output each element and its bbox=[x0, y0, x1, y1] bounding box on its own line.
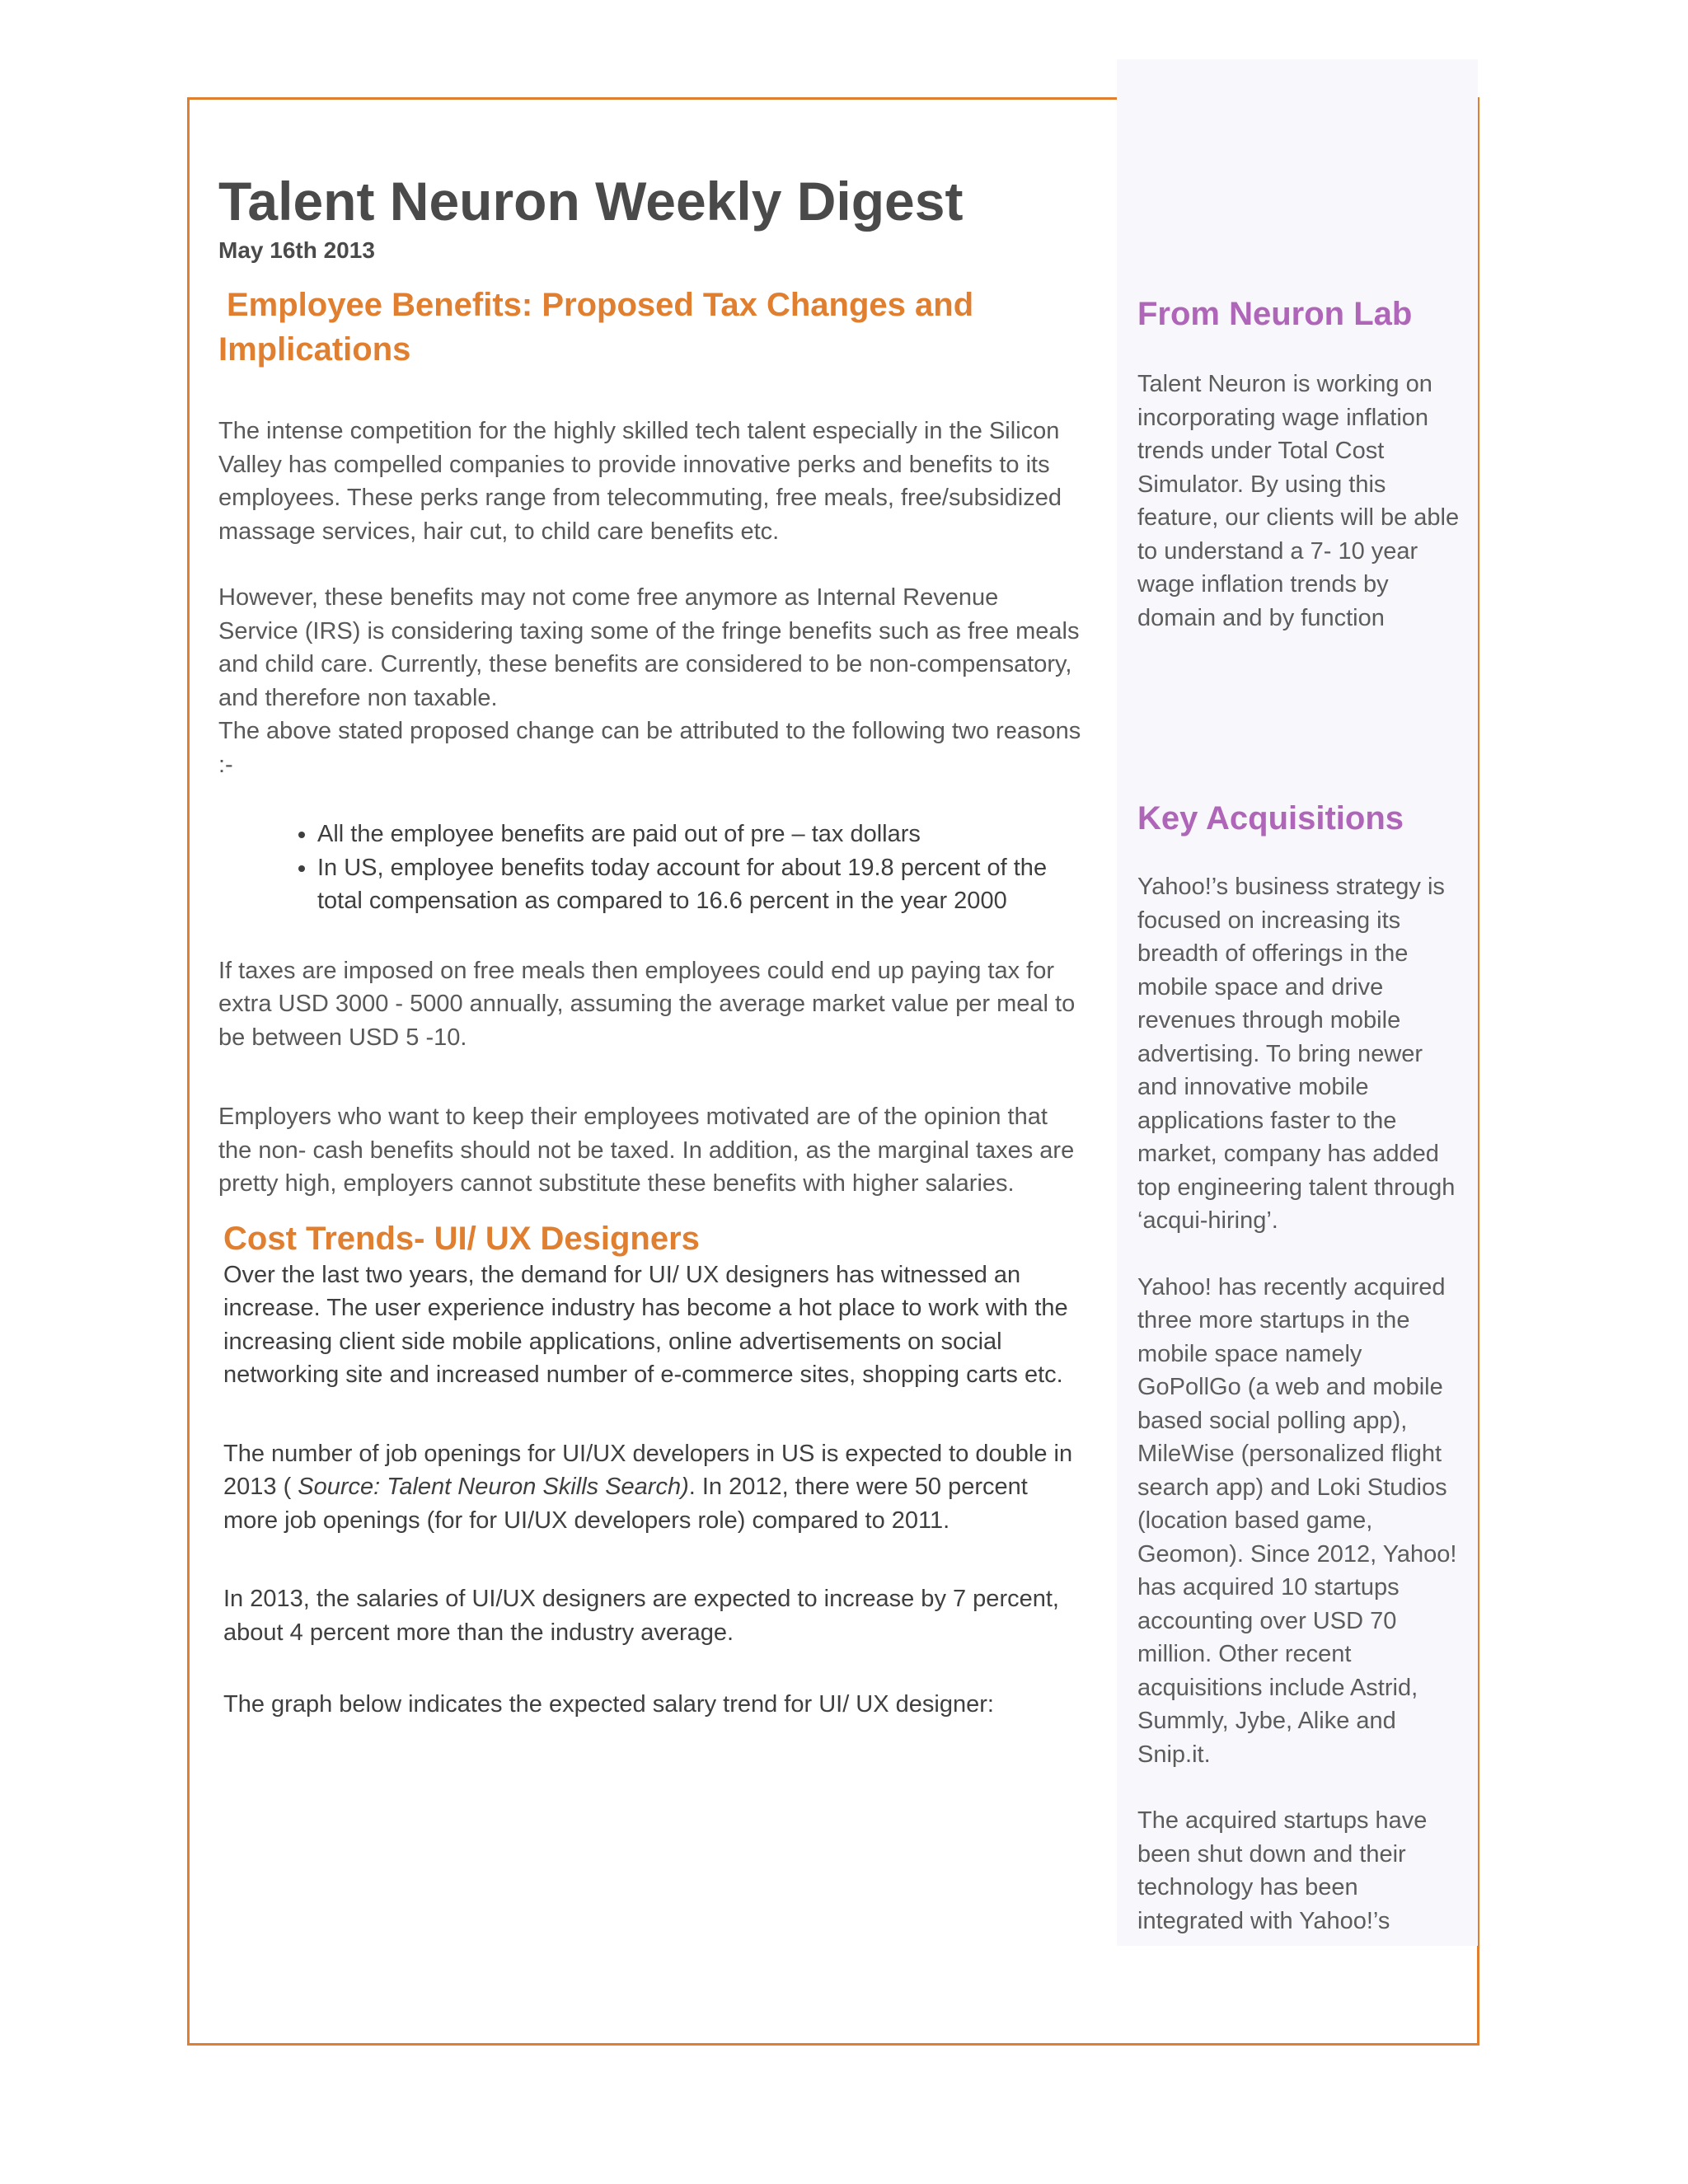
text-span: The number of job openings for UI/UX developers in US is expected to double in 2013 ( bbox=[223, 1440, 1073, 1500]
source-citation: Source: Talent Neuron Skills Search) bbox=[298, 1474, 689, 1500]
sidebar-acq-paragraph-3: The acquired startups have been shut down and their technology has been integrated with Yahoo!’s bbox=[1137, 1807, 1428, 1934]
article2-paragraph-4: The graph below indicates the expected salary trend for UI/ UX designer: bbox=[223, 1691, 994, 1718]
sidebar-acq-paragraph-2: Yahoo! has recently acquired three more startups in the mobile space namely GoPollGo (a web and mobile based social polling app), MileWise (personalized flight search app) and Loki Studios (location based game, Geomon). Since 2012, Yahoo! has acquired 10 startups accounting over USD 70 million. Other recent acquisitions include Astrid, Summly, Jybe, Alike and Snip.it. bbox=[1137, 1273, 1457, 1768]
list-item: • All the employee benefits are paid out of pre – tax dollars bbox=[317, 818, 1084, 851]
sidebar-acq-paragraph-1: Yahoo!’s business strategy is focused on increasing its breadth of offerings in the mobile space and drive revenues through mobile advertising. To bring newer and innovative mobile applications faster to the market, company has added top engineering talent through ‘acqui-hiring’. bbox=[1137, 874, 1456, 1234]
benefits-bullet-list bbox=[218, 818, 1084, 918]
sidebar-neuron-lab bbox=[1137, 293, 1467, 635]
article1-paragraph-3: The above stated proposed change can be attributed to the following two reasons :- bbox=[218, 718, 1081, 778]
page-title: Talent Neuron Weekly Digest bbox=[218, 171, 964, 232]
sidebar-heading-key-acquisitions: Key Acquisitions bbox=[1137, 800, 1404, 837]
list-item: • In US, employee benefits today account for about 19.8 percent of the total compensation as compared to 16.6 percent in the year 2000 bbox=[317, 851, 1084, 918]
article1-paragraph-1: The intense competition for the highly skilled tech talent especially in the Silicon Valley has compelled companies to provide innovative perks and benefits to its employees. These perks range from telecommuting, free meals, free/subsidized massage services, hair cut, to child care benefits etc. bbox=[218, 418, 1062, 545]
article2-paragraph-1: Over the last two years, the demand for UI/ UX designers has witnessed an increase. The user experience industry has become a hot place to work with the increasing client side mobile applications, online advertisements on social networking site and increased number of e-commerce sites, shopping carts etc. bbox=[223, 1261, 1068, 1388]
main-column bbox=[218, 169, 1084, 1722]
sidebar-heading-neuron-lab: From Neuron Lab bbox=[1137, 296, 1413, 332]
article1-paragraph-5: Employers who want to keep their employees motivated are of the opinion that the non- cash benefits should not be taxed. In addition, as the marginal taxes are pretty high, employers cannot substitute these benefits with higher salaries. bbox=[218, 1104, 1075, 1197]
article-heading-benefits bbox=[218, 283, 1084, 372]
article-cost-trends bbox=[218, 1219, 1084, 1722]
article1-paragraph-4: If taxes are imposed on free meals then employees could end up paying tax for extra USD 3000 - 5000 annually, assuming the average market value per meal to be between USD 5 -10. bbox=[218, 957, 1076, 1051]
sidebar-lab-text: Talent Neuron is working on incorporating wage inflation trends under Total Cost Simulator. By using this feature, our clients will be able to understand a 7- 10 year wage inflation trends by domain and by function bbox=[1137, 371, 1460, 631]
issue-date: May 16th 2013 bbox=[218, 237, 375, 263]
article2-paragraph-3: In 2013, the salaries of UI/UX designers are expected to increase by 7 percent, about 4 percent more than the industry average. bbox=[223, 1586, 1059, 1646]
article-heading-cost-trends: Cost Trends- UI/ UX Designers bbox=[223, 1220, 700, 1257]
sidebar-key-acquisitions bbox=[1137, 798, 1467, 1938]
article2-paragraph-2 bbox=[223, 1437, 1084, 1538]
article1-paragraph-2: However, these benefits may not come free anymore as Internal Revenue Service (IRS) is considering taxing some of the fringe benefits such as free meals and child care. Currently, these benefits are considered to be non-compensatory, and therefore non taxable. bbox=[218, 584, 1080, 711]
text-span: . In 2012, there were 50 percent more job openings (for for UI/UX developers role) compared to 2011. bbox=[223, 1474, 1028, 1534]
article-heading-text: Employee Benefits: Proposed Tax Changes and Implications bbox=[218, 287, 974, 368]
